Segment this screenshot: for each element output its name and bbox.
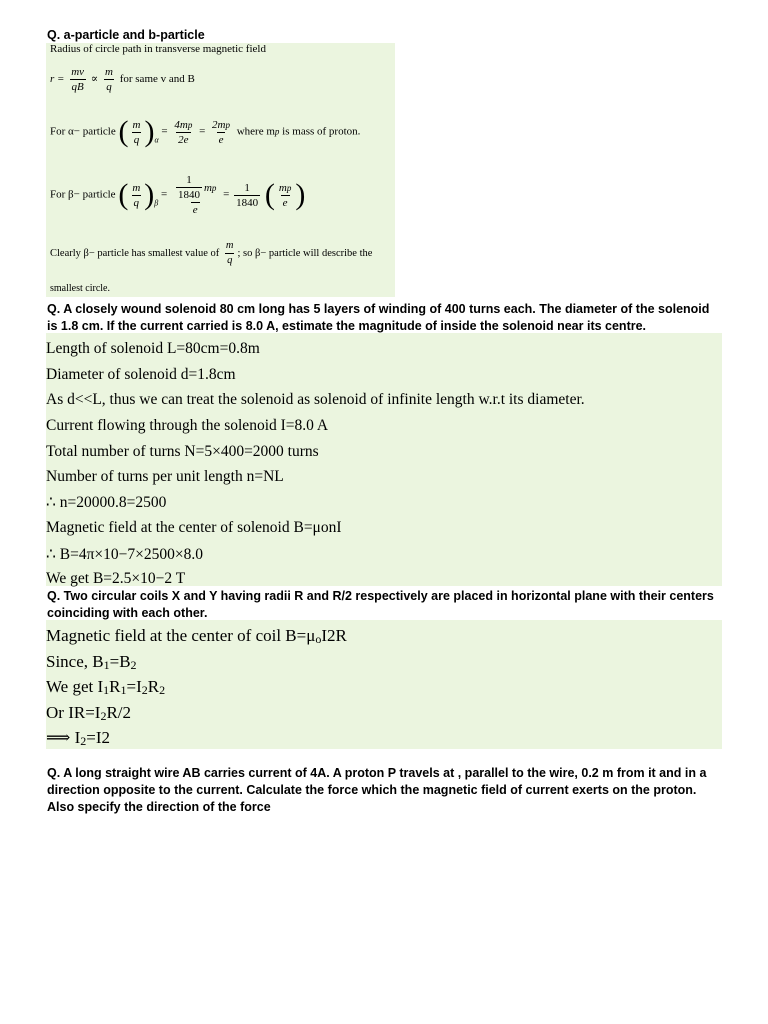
solution-line: Total number of turns N=5×400=2000 turns <box>46 443 319 460</box>
solution-line: As d<<L, thus we can treat the solenoid as solenoid of infinite length w.r.t its diameter. <box>46 391 585 408</box>
equation-alpha: For α− particle ( $\frac{m}{q}$ )$_\alpha$ = $\frac{4mp}{2e}$ = $\frac{2mp}{e}$ where mp is mass of proton. <box>50 115 361 148</box>
answer-panel-3 <box>46 620 722 749</box>
answer-1-heading: Radius of circle path in transverse magnetic field <box>50 43 266 55</box>
solution-line: ∴ n=20000.8=2500 <box>46 494 167 511</box>
solution-line: Or IR=I2R/2 <box>46 703 131 723</box>
solution-line: We get I1R1=I2R2 <box>46 677 166 697</box>
equation-beta: For β− particle ( $\frac{m}{q}$ )$_\beta$ = $\frac{1}{1840}$ m p e = $\frac{1}{1840}$ ( $\frac{mp}{e}$ ) <box>50 174 306 216</box>
solution-line: We get B=2.5×10−2 T <box>46 570 186 587</box>
question-4-title: Q. A long straight wire AB carries current of 4A. A proton P travels at , parallel to the wire, 0.2 m from it and in a direction opposite to the current. Calculate the force which the magnetic field of current exerts on the proton. Also specify the direction of the force <box>47 766 707 814</box>
solution-line: Length of solenoid L=80cm=0.8m <box>46 340 260 357</box>
solution-line: Since, B1=B2 <box>46 652 137 672</box>
question-1-title: Q. a-particle and b-particle <box>47 28 205 42</box>
answer-1-conclusion: Clearly β− particle has smallest value of $\frac{m}{q}$ ; so β− particle will describe the <box>50 240 373 266</box>
question-3-title: Q. Two circular coils X and Y having radii R and R/2 respectively are placed in horizontal plane with their centers coinciding with each other. <box>47 589 714 620</box>
solution-line: ⟹ I2=I2 <box>46 728 111 748</box>
answer-panel-1 <box>46 43 395 297</box>
solution-line: Current flowing through the solenoid I=8.0 A <box>46 417 329 434</box>
solution-line: Diameter of solenoid d=1.8cm <box>46 366 236 383</box>
solution-line: Number of turns per unit length n=NL <box>46 468 284 485</box>
solution-line: Magnetic field at the center of coil B=μoI2R <box>46 626 347 646</box>
question-2-title: Q. A closely wound solenoid 80 cm long has 5 layers of winding of 400 turns each. The diameter of the solenoid is 1.8 cm. If the current carried is 8.0 A, estimate the magnitude of inside the solenoid near its centre. <box>47 302 710 333</box>
answer-panel-2 <box>46 333 722 586</box>
solution-line: ∴ B=4π×10−7×2500×8.0 <box>46 546 203 563</box>
equation-radius: r = $\frac{mv}{qB}$ ∝ $\frac{m}{q}$ for same v and B <box>50 66 195 93</box>
solution-line: Magnetic field at the center of solenoid B=μonI <box>46 519 342 536</box>
answer-1-conclusion-end: smallest circle. <box>50 283 110 294</box>
